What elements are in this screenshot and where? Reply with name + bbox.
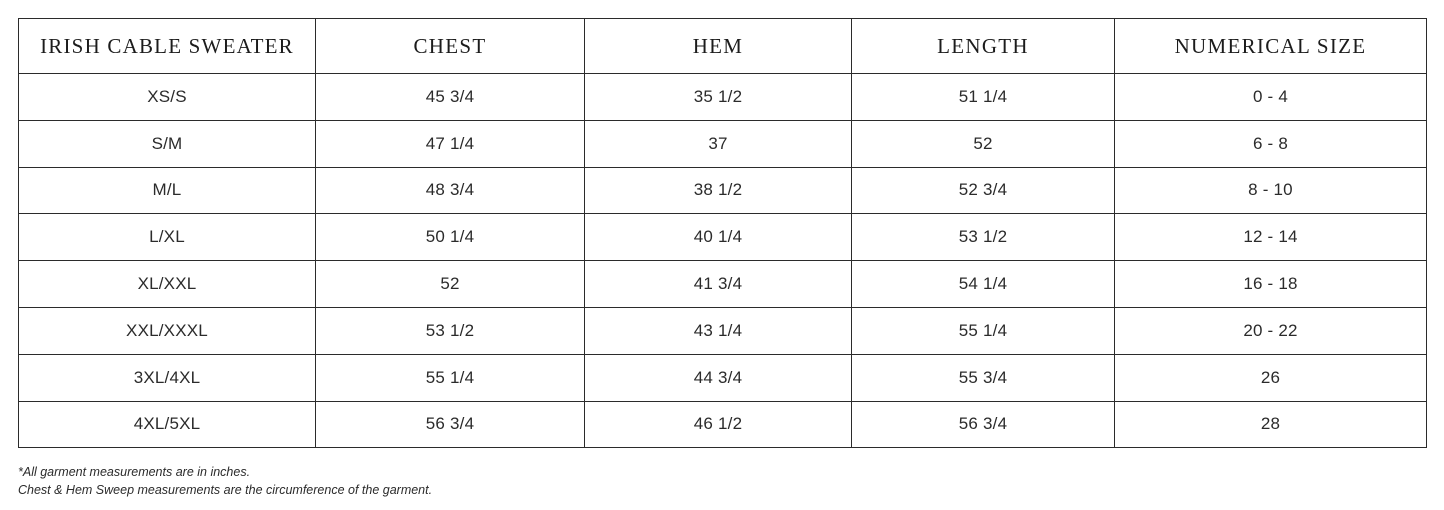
cell-chest: 45 3/4 <box>316 74 585 121</box>
column-header-chest: CHEST <box>316 19 585 74</box>
cell-length: 55 3/4 <box>852 354 1115 401</box>
cell-chest: 56 3/4 <box>316 401 585 448</box>
cell-hem: 37 <box>585 120 852 167</box>
cell-numerical-size: 0 - 4 <box>1115 74 1427 121</box>
cell-size: S/M <box>19 120 316 167</box>
table-row <box>19 307 1427 354</box>
cell-numerical-size: 16 - 18 <box>1115 261 1427 308</box>
footnotes <box>18 464 432 500</box>
cell-chest: 50 1/4 <box>316 214 585 261</box>
cell-length: 54 1/4 <box>852 261 1115 308</box>
cell-size: XXL/XXXL <box>19 307 316 354</box>
table-row <box>19 401 1427 448</box>
cell-length: 53 1/2 <box>852 214 1115 261</box>
cell-chest: 55 1/4 <box>316 354 585 401</box>
cell-size: XS/S <box>19 74 316 121</box>
cell-numerical-size: 6 - 8 <box>1115 120 1427 167</box>
cell-numerical-size: 28 <box>1115 401 1427 448</box>
cell-length: 52 3/4 <box>852 167 1115 214</box>
cell-size: XL/XXL <box>19 261 316 308</box>
cell-size: L/XL <box>19 214 316 261</box>
cell-length: 52 <box>852 120 1115 167</box>
footnote-circumference: Chest & Hem Sweep measurements are the circumference of the garment. <box>18 482 433 497</box>
cell-numerical-size: 8 - 10 <box>1115 167 1427 214</box>
cell-hem: 44 3/4 <box>585 354 852 401</box>
cell-hem: 43 1/4 <box>585 307 852 354</box>
cell-chest: 47 1/4 <box>316 120 585 167</box>
cell-hem: 35 1/2 <box>585 74 852 121</box>
cell-numerical-size: 12 - 14 <box>1115 214 1427 261</box>
cell-size: 3XL/4XL <box>19 354 316 401</box>
cell-chest: 52 <box>316 261 585 308</box>
column-header-garment: IRISH CABLE SWEATER <box>19 19 316 74</box>
cell-hem: 38 1/2 <box>585 167 852 214</box>
footnote-measurements-unit: *All garment measurements are in inches. <box>18 465 251 479</box>
table-row <box>19 261 1427 308</box>
table-row <box>19 74 1427 121</box>
size-chart-table <box>18 18 1427 448</box>
cell-hem: 46 1/2 <box>585 401 852 448</box>
column-header-length: LENGTH <box>852 19 1115 74</box>
table-header-row <box>19 19 1427 74</box>
cell-length: 51 1/4 <box>852 74 1115 121</box>
table-row <box>19 167 1427 214</box>
cell-size: 4XL/5XL <box>19 401 316 448</box>
cell-chest: 53 1/2 <box>316 307 585 354</box>
table-row <box>19 120 1427 167</box>
cell-hem: 40 1/4 <box>585 214 852 261</box>
column-header-hem: HEM <box>585 19 852 74</box>
cell-size: M/L <box>19 167 316 214</box>
cell-numerical-size: 20 - 22 <box>1115 307 1427 354</box>
table-row <box>19 214 1427 261</box>
table-body <box>19 74 1427 448</box>
cell-chest: 48 3/4 <box>316 167 585 214</box>
table-header <box>19 19 1427 74</box>
column-header-numerical-size: NUMERICAL SIZE <box>1115 19 1427 74</box>
table-row <box>19 354 1427 401</box>
cell-hem: 41 3/4 <box>585 261 852 308</box>
size-chart-table-wrapper <box>18 18 1426 448</box>
cell-length: 55 1/4 <box>852 307 1115 354</box>
cell-numerical-size: 26 <box>1115 354 1427 401</box>
cell-length: 56 3/4 <box>852 401 1115 448</box>
